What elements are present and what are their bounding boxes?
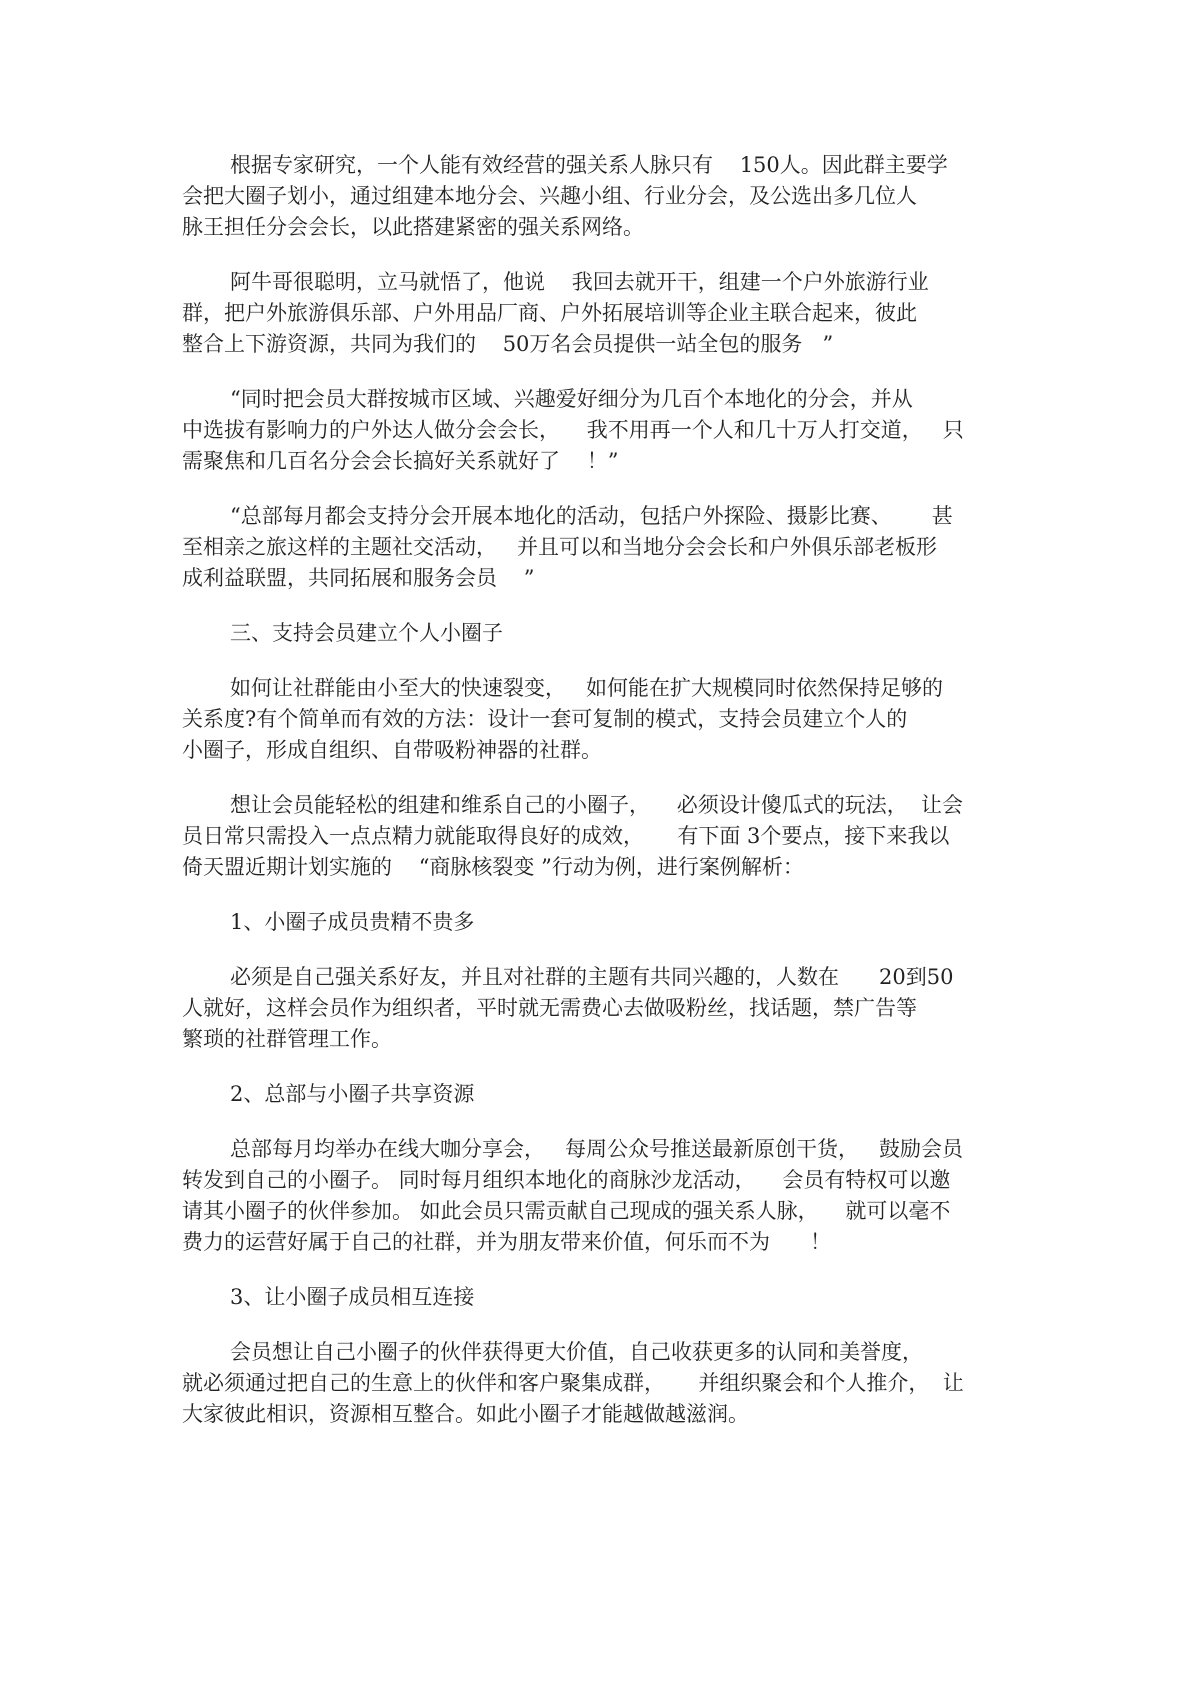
paragraph-hq-support [182, 501, 1022, 594]
text-line: 大家彼此相识，资源相互整合。如此小圈子才能越做越滋润。 [182, 1402, 749, 1426]
text-line: 员日常只需投入一点点精力就能取得良好的成效， 有下面 3个要点，接下来我以 [182, 824, 950, 848]
text-line: 总部每月均举办在线大咖分享会， 每周公众号推送最新原创干货， 鼓励会员 [230, 1137, 964, 1161]
text-line: 繁琐的社群管理工作。 [182, 1027, 392, 1051]
text-line: 想让会员能轻松的组建和维系自己的小圈子， 必须设计傻瓜式的玩法， 让会 [230, 793, 964, 817]
point-heading-3: 3、让小圈子成员相互连接 [230, 1285, 475, 1309]
paragraph-aniuge [182, 267, 1022, 360]
paragraph-easy-play [182, 790, 1022, 883]
text-line: 转发到自己的小圈子。 同时每月组织本地化的商脉沙龙活动， 会员有特权可以邀 [182, 1168, 951, 1192]
paragraph-point-3 [182, 1337, 1022, 1430]
text-line: 需聚焦和几百名分会会长搞好关系就好了 ！” [182, 449, 619, 473]
text-line: 成利益联盟，共同拓展和服务会员 ” [182, 566, 535, 590]
text-line: 群，把户外旅游俱乐部、户外用品厂商、户外拓展培训等企业主联合起来，彼此 [182, 301, 917, 325]
text-line: 整合上下游资源，共同为我们的 50万名会员提供一站全包的服务 ” [182, 332, 834, 356]
text-line: 就必须通过把自己的生意上的伙伴和客户聚集成群， 并组织聚会和个人推介， 让 [182, 1371, 964, 1395]
text-line: 根据专家研究，一个人能有效经营的强关系人脉只有 150人。因此群主要学 [230, 153, 948, 177]
text-line: 小圈子，形成自组织、自带吸粉神器的社群。 [182, 738, 602, 762]
text-line: 脉王担任分会会长，以此搭建紧密的强关系网络。 [182, 215, 644, 239]
point-heading-1: 1、小圈子成员贵精不贵多 [230, 910, 475, 934]
text-line: 至相亲之旅这样的主题社交活动， 并且可以和当地分会会长和户外俱乐部老板形 [182, 535, 938, 559]
text-line: 倚天盟近期计划实施的 “商脉核裂变 ”行动为例，进行案例解析： [182, 855, 804, 879]
text-line: 必须是自己强关系好友，并且对社群的主题有共同兴趣的，人数在 20到50 [230, 965, 954, 989]
paragraph-fission-method [182, 673, 1022, 766]
text-line: 会员想让自己小圈子的伙伴获得更大价值，自己收获更多的认同和美誉度， [230, 1340, 923, 1364]
paragraph-point-2 [182, 1134, 1022, 1258]
text-line: 中选拔有影响力的户外达人做分会会长， 我不用再一个人和几十万人打交道， 只 [182, 418, 964, 442]
text-line: 人就好，这样会员作为组织者，平时就无需费心去做吸粉丝，找话题，禁广告等 [182, 996, 917, 1020]
paragraph-expert-research [182, 150, 1022, 243]
text-line: 费力的运营好属于自己的社群，并为朋友带来价值，何乐而不为 ！ [182, 1230, 832, 1254]
text-line: “总部每月都会支持分会开展本地化的活动，包括户外探险、摄影比赛、 甚 [230, 504, 953, 528]
document-page [182, 150, 1022, 1430]
text-line: 如何让社群能由小至大的快速裂变， 如何能在扩大规模同时依然保持足够的 [230, 676, 944, 700]
text-line: 请其小圈子的伙伴参加。 如此会员只需贡献自己现成的强关系人脉， 就可以毫不 [182, 1199, 951, 1223]
text-line: 会把大圈子划小，通过组建本地分会、兴趣小组、行业分会，及公选出多几位人 [182, 184, 917, 208]
paragraph-point-1 [182, 962, 1022, 1055]
point-heading-2: 2、总部与小圈子共享资源 [230, 1082, 475, 1106]
section-heading: 三、支持会员建立个人小圈子 [230, 621, 503, 645]
text-line: “同时把会员大群按城市区域、兴趣爱好细分为几百个本地化的分会，并从 [230, 387, 913, 411]
text-line: 阿牛哥很聪明，立马就悟了，他说 我回去就开干，组建一个户外旅游行业 [230, 270, 929, 294]
text-line: 关系度?有个简单而有效的方法：设计一套可复制的模式，支持会员建立个人的 [182, 707, 908, 731]
paragraph-city-branches [182, 384, 1022, 477]
